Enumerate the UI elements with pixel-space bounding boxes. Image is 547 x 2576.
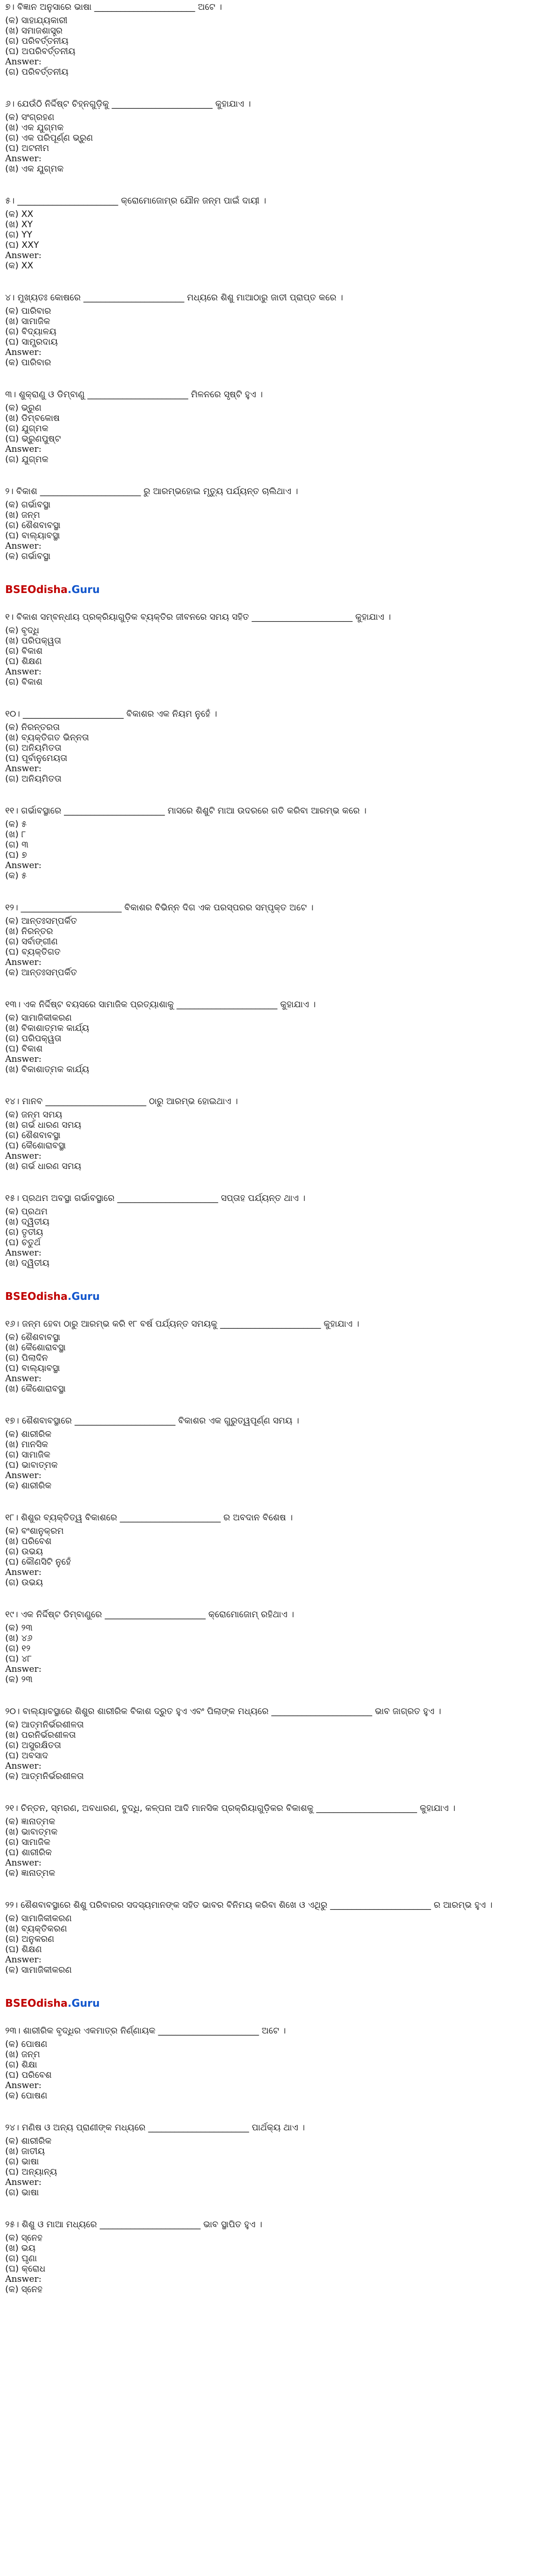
answer-label: Answer: <box>5 1858 42 1868</box>
question-block <box>5 2219 542 2295</box>
answer-label: Answer: <box>5 57 42 67</box>
answer-value: (କ) ସ୍ନେହ <box>5 2284 43 2295</box>
answer-label: Answer: <box>5 1374 42 1384</box>
option-item: (ଘ) ଅନ୍ୟାନ୍ୟ <box>5 2167 57 2177</box>
answer-label: Answer: <box>5 764 42 774</box>
option-item: (ଗ) ଅନୁକରଣ <box>5 1934 55 1944</box>
brand-watermark <box>5 583 542 596</box>
option-item: (ଗ) ଶୈଶବାବସ୍ଥା <box>5 520 61 531</box>
answer-value: (ଖ) ଦ୍ୱିତୀୟ <box>5 1258 49 1268</box>
answer-value: (କ) ପୋଷଣ <box>5 2091 47 2101</box>
answer-label: Answer: <box>5 2274 42 2284</box>
option-item: (ଗ) ସର୍ବାଙ୍ଗୀଣ <box>5 937 58 947</box>
answer-label: Answer: <box>5 347 42 358</box>
question-text: ୧୦। _______________________ ବିକାଶର ଏକ ନିୟମ ନୁହେଁ । <box>5 709 218 719</box>
answer-value: (କ) ସାମାଜିକୀକରଣ <box>5 1965 72 1975</box>
option-item: (ଖ) ଗର୍ଭ ଧାରଣ ସମୟ <box>5 1120 81 1130</box>
question-block <box>5 1803 542 1878</box>
answer-label: Answer: <box>5 1664 42 1674</box>
option-item: (ଘ) ବ୍ୟକ୍ତିଗତ <box>5 947 61 957</box>
question-block <box>5 1193 542 1268</box>
option-item: (ଖ) କୈଶୋରାବସ୍ଥା <box>5 1343 66 1353</box>
option-item: (ଗ) ଯୁଗ୍ମକ <box>5 423 48 434</box>
answer-value: (କ) ଆନ୍ତଃସମ୍ପର୍କିତ <box>5 968 77 978</box>
brand-text-primary: BSEOdisha <box>5 1290 68 1302</box>
option-item: (ଖ) ଭୟ <box>5 2243 36 2253</box>
question-block <box>5 806 542 881</box>
option-item: (ଖ) ୮ <box>5 829 26 840</box>
answer-label: Answer: <box>5 250 42 261</box>
answer-value: (କ) ଗର୍ଭାବସ୍ଥା <box>5 551 51 562</box>
answer-label: Answer: <box>5 444 42 454</box>
question-text: ୨୨। ଶୈଶବାବସ୍ଥାରେ ଶିଶୁ ପରିବାରର ସଦସ୍ୟମାନଙ୍କ ସହିତ ଭାବର ବିନିମୟ କରିବା ଶିଖେ ଓ ଏଥିରୁ _______________________ ର ଆରମ୍ଭ ହୁଏ । <box>5 1900 493 1910</box>
option-item: (ଘ) ଅପରିବର୍ତ୍ତନୀୟ <box>5 46 76 57</box>
brand-text-accent: .Guru <box>68 1997 100 2009</box>
answer-label: Answer: <box>5 2080 42 2091</box>
question-block <box>5 1900 542 1975</box>
option-item: (ଗ) ସାମାଜିକ <box>5 1450 51 1460</box>
option-item: (ଖ) ବ୍ୟକ୍ତିଗତ ଭିନ୍ନତା <box>5 733 89 743</box>
option-item: (ଗ) ଏକ ପରିପୂର୍ଣ୍ଣ ଭ୍ରୁଣ <box>5 133 93 143</box>
option-item: (ଗ) ପିଲାଦିନ <box>5 1353 48 1363</box>
answer-value: (କ) ଆତ୍ମନିର୍ଭରଶୀଳତା <box>5 1771 84 1782</box>
option-item: (ଘ) ଭାବାତ୍ମକ <box>5 1460 58 1470</box>
option-item: (କ) ଆତ୍ମନିର୍ଭରଶୀଳତା <box>5 1720 84 1730</box>
option-item: (କ) ସାହାଯ୍ୟକାରୀ <box>5 15 68 26</box>
option-item: (ଖ) ଡିମ୍ବକୋଷ <box>5 413 60 423</box>
option-item: (କ) ଶାରୀରିକ <box>5 1429 52 1439</box>
option-item: (ଗ) ବିଦ୍ୟାଳୟ <box>5 327 57 337</box>
answer-value: (କ) ୫ <box>5 871 27 881</box>
answer-value: (ଗ) ଯୁଗ୍ମକ <box>5 454 48 465</box>
option-item: (କ) ସଂଗ୍ରହଣ <box>5 112 55 123</box>
option-item: (ଘ) କୈଶୋରାବସ୍ଥା <box>5 1141 66 1151</box>
option-item: (ଗ) ବିକାଶ <box>5 646 43 656</box>
option-item: (ଖ) ୪୬ <box>5 1633 32 1643</box>
question-text: ୧୪। ମାନବ _______________________ ଠାରୁ ଆରମ୍ଭ ହୋଇଥାଏ । <box>5 1096 238 1107</box>
option-item: (କ) ସାମାଜିକୀକରଣ <box>5 1013 72 1023</box>
brand-text-primary: BSEOdisha <box>5 1997 68 2009</box>
question-text: ୨୩। ଶାରୀରିକ ବୃଦ୍ଧିର ଏକମାତ୍ର ନିର୍ଣ୍ଣାୟକ _______________________ ଅଟେ । <box>5 2026 286 2036</box>
question-text: ୧୨। _______________________ ବିକାଶର ବିଭିନ୍ନ ଦିଗ ଏକ ପରସ୍ପରର ସମ୍ପୃକ୍ତ ଅଟେ । <box>5 903 314 913</box>
question-text: ୧୧। ଗର୍ଭାବସ୍ଥାରେ _______________________ ମାସରେ ଶିଶୁଟି ମାଆ ଉଦରରେ ଗତି କରିବା ଆରମ୍ଭ କରେ । <box>5 806 367 816</box>
option-item: (କ) ଗର୍ଭାବସ୍ଥା <box>5 500 51 510</box>
question-block <box>5 389 542 465</box>
answer-label: Answer: <box>5 1567 42 1578</box>
question-text: ୬। ଯେଉଁଠି ନିର୍ଦ୍ଦିଷ୍ଟ ଚିହ୍ନଗୁଡ଼ିକୁ _______________________ କୁହାଯାଏ । <box>5 99 251 109</box>
question-list <box>5 2 542 2295</box>
question-block <box>5 2123 542 2198</box>
option-item: (ଗ) ଭାଷା <box>5 2157 39 2167</box>
question-block <box>5 1706 542 1782</box>
question-text: ୧୭। ଶୈଶବାବସ୍ଥାରେ _______________________ ବିକାଶର ଏକ ଗୁରୁତ୍ୱପୂର୍ଣ୍ଣ ସମୟ । <box>5 1416 300 1426</box>
option-item: (ଖ) ଭାବାତ୍ମକ <box>5 1827 58 1837</box>
question-text: ୨୫। ଶିଶୁ ଓ ମାଆ ମଧ୍ୟରେ _______________________ ଭାବ ସ୍ଥାପିତ ହୁଏ । <box>5 2219 262 2230</box>
option-item: (ଗ) ସାମାଜିକ <box>5 1837 51 1848</box>
answer-label: Answer: <box>5 1761 42 1771</box>
question-block <box>5 1416 542 1491</box>
option-item: (ଖ) ନିରନ୍ତର <box>5 926 53 937</box>
option-item: (ଘ) ପରିବେଶ <box>5 2070 52 2080</box>
option-item: (କ) ବଂଶାନୁକ୍ରମ <box>5 1526 64 1536</box>
answer-value: (ଗ) ବିକାଶ <box>5 677 43 687</box>
option-item: (ଘ) ଚତୁର୍ଥ <box>5 1238 41 1248</box>
option-item: (କ) ପାରିବାର <box>5 306 52 316</box>
option-item: (ଗ) ଅନିୟମିତତା <box>5 743 62 753</box>
option-item: (ଘ) ଶିକ୍ଷଣ <box>5 1944 42 1955</box>
question-text: ୧୩। ଏକ ନିର୍ଦ୍ଦିଷ୍ଟ ବୟସରେ ସାମାଜିକ ପ୍ରତ୍ୟାଶାକୁ _______________________ କୁହାଯାଏ । <box>5 999 316 1010</box>
option-item: (ଗ) ପରିପକ୍ୱତା <box>5 1033 61 1044</box>
question-block <box>5 1319 542 1394</box>
answer-label: Answer: <box>5 1151 42 1161</box>
option-item: (ଘ) ବାଲ୍ୟାବସ୍ଥା <box>5 1363 60 1374</box>
question-block <box>5 293 542 368</box>
answer-label: Answer: <box>5 1470 42 1481</box>
option-item: (ଗ) ଅସୁରକ୍ଷିତତା <box>5 1740 61 1751</box>
question-text: ୪। ମୁଖ୍ୟତଃ କୋଷରେ _______________________ ମଧ୍ୟରେ ଶିଶୁ ମାଆଠାରୁ ଜାତୀ ପ୍ରାପ୍ତ କରେ । <box>5 293 343 303</box>
answer-value: (ଖ) ଏକ ଯୁଗ୍ମକ <box>5 164 64 174</box>
question-block <box>5 1096 542 1172</box>
option-item: (ଗ) ଶୈଶବାବସ୍ଥା <box>5 1130 61 1141</box>
option-item: (କ) ଶୈଶବାବସ୍ଥା <box>5 1332 60 1343</box>
option-item: (ଖ) ସାମାଜିକ <box>5 316 51 327</box>
question-text: ୩। ଶୁକ୍ରାଣୁ ଓ ଡିମ୍ବାଣୁ _______________________ ମିଳନରେ ସୃଷ୍ଟି ହୁଏ । <box>5 389 263 400</box>
question-block <box>5 1609 542 1685</box>
option-item: (କ) ପ୍ରଥମ <box>5 1207 48 1217</box>
question-block <box>5 903 542 978</box>
question-block <box>5 612 542 687</box>
brand-text-accent: .Guru <box>68 1290 100 1302</box>
question-block <box>5 2026 542 2101</box>
answer-label: Answer: <box>5 860 42 871</box>
option-item: (ଖ) XY <box>5 219 33 230</box>
option-item: (କ) ଜନ୍ମ ସମୟ <box>5 1110 62 1120</box>
question-block <box>5 486 542 562</box>
option-item: (କ) ବୃଦ୍ଧି <box>5 625 40 636</box>
option-item: (ଗ) ୧୨ <box>5 1643 31 1654</box>
option-item: (ଖ) ସମାଜଶାସ୍ତ୍ର <box>5 26 63 36</box>
answer-value: (କ) ଶାରୀରିକ <box>5 1481 52 1491</box>
option-item: (ଗ) ୩ <box>5 840 29 850</box>
brand-text-accent: .Guru <box>68 583 100 596</box>
answer-value: (କ) ପାରିବାର <box>5 358 52 368</box>
answer-label: Answer: <box>5 1054 42 1064</box>
question-text: ୫। _______________________ କ୍ରୋମୋଜୋମ୍‌ର ଯୌନ ଜନ୍ମ ପାଇଁ ଦାୟୀ । <box>5 196 267 206</box>
option-item: (ଗ) YY <box>5 230 32 240</box>
option-item: (ଗ) ପରିବର୍ତ୍ତନୀୟ <box>5 36 69 46</box>
answer-value: (ଗ) ଅନିୟମିତତା <box>5 774 62 784</box>
option-item: (ଘ) ଶିକ୍ଷଣ <box>5 656 42 667</box>
answer-value: (କ) ୨୩ <box>5 1674 33 1685</box>
answer-label: Answer: <box>5 154 42 164</box>
question-block <box>5 99 542 174</box>
question-text: ୧। ବିକାଶ ସମ୍ବନ୍ଧୀୟ ପ୍ରକ୍ରିୟାଗୁଡ଼ିକ ବ୍ୟକ୍ତିର ଜୀବନରେ ସମୟ ସହିତ _______________________ କୁହାଯାଏ । <box>5 612 391 622</box>
option-item: (ଘ) ସାମ୍ପ୍ରଦାୟ <box>5 337 58 347</box>
option-item: (ଘ) ଅବସାଦ <box>5 1751 48 1761</box>
option-item: (ଖ) ଜନ୍ମ <box>5 2049 40 2060</box>
option-item: (ଖ) ବିକାଶାତ୍ମକ କାର୍ଯ୍ୟ <box>5 1023 89 1033</box>
answer-label: Answer: <box>5 541 42 551</box>
option-item: (କ) ୫ <box>5 819 27 829</box>
option-item: (କ) ପୋଷଣ <box>5 2039 47 2049</box>
answer-label: Answer: <box>5 1248 42 1258</box>
option-item: (କ) ଜ୍ଞାନାତ୍ମକ <box>5 1817 56 1827</box>
question-block <box>5 196 542 271</box>
question-text: ୨୪। ମଣିଷ ଓ ଅନ୍ୟ ପ୍ରାଣୀଙ୍କ ମଧ୍ୟରେ _______________________ ପାର୍ଥକ୍ୟ ଥାଏ । <box>5 2123 305 2133</box>
option-item: (ଖ) ଏକ ଯୁଗ୍ମକ <box>5 123 64 133</box>
answer-value: (ଗ) ଭାଷା <box>5 2188 39 2198</box>
option-item: (ଖ) ଜାତୀୟ <box>5 2146 45 2157</box>
option-item: (ଖ) ଦ୍ୱିତୀୟ <box>5 1217 49 1227</box>
question-text: ୨। ବିକାଶ _______________________ ରୁ ଆରମ୍ଭହୋଇ ମୃତ୍ୟୁ ପର୍ଯ୍ୟନ୍ତ ଚାଲିଥାଏ । <box>5 486 299 497</box>
option-item: (ଘ) ପୂର୍ବାନୁମେୟତା <box>5 753 68 764</box>
question-text: ୨୧। ଚିନ୍ତନ, ସ୍ମରଣ, ଅବଧାରଣ, ବୁଦ୍ଧି, କଳ୍ପନା ଆଦି ମାନସିକ ପ୍ରକ୍ରିୟାଗୁଡ଼ିକର ବିକାଶକୁ _______________________ କୁହାଯାଏ । <box>5 1803 456 1814</box>
answer-value: (କ) ଜ୍ଞାନାତ୍ମକ <box>5 1868 56 1878</box>
option-item: (ଗ) ଶିକ୍ଷା <box>5 2060 37 2070</box>
option-item: (ଘ) ୭ <box>5 850 27 860</box>
option-item: (ଗ) ତୃତୀୟ <box>5 1227 43 1238</box>
answer-value: (କ) XX <box>5 261 34 271</box>
option-item: (ଖ) ପରିପକ୍ୱତା <box>5 636 61 646</box>
option-item: (ଘ) କୌଣସିଟି ନୁହେଁ <box>5 1557 71 1567</box>
option-item: (ଘ) ବିକାଶ <box>5 1044 43 1054</box>
question-text: ୭। ବିଜ୍ଞାନ ଅନୁସାରେ ଭାଷା _______________________ ଅଟେ । <box>5 2 222 12</box>
question-text: ୨୦। ବାଲ୍ୟାବସ୍ଥାରେ ଶିଶୁର ଶାରୀରିକ ବିକାଶ ଦ୍ରୁତ ହୁଏ ଏବଂ ପିଲାଙ୍କ ମଧ୍ୟରେ _______________________ ଭାବ ଜାଗ୍ରତ ହୁଏ । <box>5 1706 441 1717</box>
option-item: (ଖ) ପରନିର୍ଭରଶୀଳତା <box>5 1730 76 1740</box>
option-item: (ଘ) କ୍ରୋଧ <box>5 2264 45 2274</box>
answer-label: Answer: <box>5 957 42 968</box>
option-item: (ଘ) XXY <box>5 240 39 250</box>
answer-value: (ଖ) ବିକାଶାତ୍ମକ କାର୍ଯ୍ୟ <box>5 1064 89 1075</box>
brand-watermark <box>5 1290 542 1302</box>
brand-watermark <box>5 1997 542 2009</box>
option-item: (କ) XX <box>5 209 34 219</box>
option-item: (ଘ) ଅଟନୀମ <box>5 143 49 154</box>
option-item: (ଖ) ବ୍ୟକ୍ତିକରଣ <box>5 1924 67 1934</box>
option-item: (ଗ) ଘୃଣା <box>5 2253 37 2264</box>
question-text: ୧୮। ଶିଶୁର ବ୍ୟକ୍ତିତ୍ୱ ବିକାଶରେ _______________________ ର ଅବଦାନ ବିଶେଷ । <box>5 1513 293 1523</box>
option-item: (କ) ଆନ୍ତଃସମ୍ପର୍କିତ <box>5 916 77 926</box>
question-block <box>5 999 542 1075</box>
answer-label: Answer: <box>5 2177 42 2188</box>
answer-label: Answer: <box>5 667 42 677</box>
option-item: (ଘ) ବାଲ୍ୟାବସ୍ଥା <box>5 531 60 541</box>
option-item: (ଘ) ଭ୍ରୁଣପୁଷ୍ଟ <box>5 434 61 444</box>
option-item: (କ) ନିରନ୍ତରତା <box>5 722 60 733</box>
answer-value: (ଗ) ପରିବର୍ତ୍ତନୀୟ <box>5 67 69 77</box>
option-item: (ଘ) ଶାରୀରିକ <box>5 1848 52 1858</box>
option-item: (ଗ) ଉଭୟ <box>5 1547 43 1557</box>
question-block <box>5 1513 542 1588</box>
answer-label: Answer: <box>5 1955 42 1965</box>
option-item: (କ) ସ୍ନେହ <box>5 2233 43 2243</box>
option-item: (ଖ) ଜନ୍ମ <box>5 510 40 520</box>
question-block <box>5 2 542 77</box>
answer-value: (ଗ) ଉଭୟ <box>5 1578 43 1588</box>
option-item: (ଖ) ମାନସିକ <box>5 1439 48 1450</box>
option-item: (କ) ଭ୍ରୁଣ <box>5 403 42 413</box>
question-text: ୧୫। ପ୍ରଥମ ଅବସ୍ଥା ଗର୍ଭାବସ୍ଥାରେ _______________________ ସପ୍ତାହ ପର୍ଯ୍ୟନ୍ତ ଥାଏ । <box>5 1193 306 1204</box>
option-item: (ଘ) ୪୮ <box>5 1654 32 1664</box>
brand-text-primary: BSEOdisha <box>5 583 68 596</box>
option-item: (ଖ) ପରିବେଶ <box>5 1536 52 1547</box>
question-text: ୧୯। ଏକ ନିର୍ଦ୍ଦିଷ୍ଟ ଡିମ୍ବାଣୁରେ _______________________ କ୍ରୋମୋଜୋମ୍ ରହିଥାଏ । <box>5 1609 294 1620</box>
option-item: (କ) ଶାରୀରିକ <box>5 2136 52 2146</box>
question-text: ୧୬। ଜନ୍ମ ହେବା ଠାରୁ ଆରମ୍ଭ କରି ୧୮ ବର୍ଷ ପର୍ଯ୍ୟନ୍ତ ସମୟକୁ _______________________ କୁହାଯାଏ । <box>5 1319 359 1329</box>
option-item: (କ) ସାମାଜିକୀକରଣ <box>5 1913 72 1924</box>
option-item: (କ) ୨୩ <box>5 1623 33 1633</box>
answer-value: (ଖ) କୈଶୋରାବସ୍ଥା <box>5 1384 66 1394</box>
question-block <box>5 709 542 784</box>
answer-value: (ଖ) ଗର୍ଭ ଧାରଣ ସମୟ <box>5 1161 81 1172</box>
